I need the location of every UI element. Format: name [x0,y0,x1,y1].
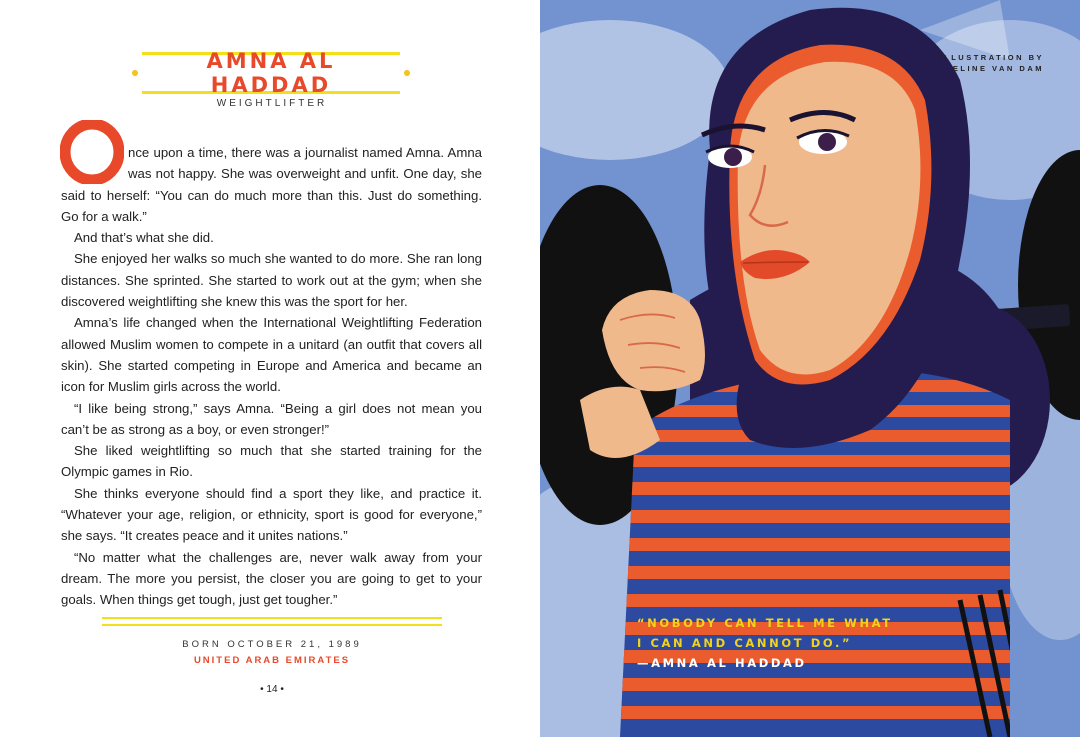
paragraph-6: She liked weightlifting so much that she started training for the Olympic games in Rio. [61,443,482,480]
right-page [540,0,1080,737]
page-number: • 14 • [260,684,284,695]
quote-line-2: I CAN AND CANNOT DO.” [637,636,853,650]
paragraph-4: Amna’s life changed when the International Weightlifting Federation allowed Muslim women to compete in a unitard (an outfit that covers all skin). She started competing in Europe and America and became an icon for Muslim girls across the world. [61,315,482,395]
credit-line-2: ELINE VAN DAM [952,64,1044,73]
illustration-credit [940,52,1044,74]
quote-author: —AMNA AL HADDAD [637,656,807,670]
paragraph-2: And that’s what she did. [74,230,214,246]
country: UNITED ARAB EMIRATES [193,655,351,666]
pull-quote [637,613,893,673]
paragraph-1: nce upon a time, there was a journalist named Amna. Amna was not happy. She was overweight and unfit. One day, she said to herself: “You can do much more than this. Just do something. Go for a walk.” [61,145,482,224]
title-dot-right [404,70,410,76]
paragraph-7: She thinks everyone should find a sport they like, and practice it. “Whatever your age, religion, or ethnicity, sport is good for everyone,” she says. “It creates peace and it unites nations.” [61,485,482,544]
dropcap-o [60,120,124,184]
paragraph-5: “I like being strong,” says Amna. “Being a girl does not mean you can’t be as strong as a boy, or even stronger!” [61,400,482,437]
credit-line-1: ILLUSTRATION BY [939,53,1044,62]
quote-line-1: “NOBODY CAN TELL ME WHAT [637,616,893,630]
paragraph-8: “No matter what the challenges are, never walk away from your dream. The more you persist, the closer you are going to get to your goals. When things get tough, just get tougher.” [61,549,482,608]
page-subtitle: WEIGHTLIFTER [216,98,328,109]
title-block [118,49,424,97]
title-dot-left [132,70,138,76]
paragraph-3: She enjoyed her walks so much she wanted to do more. She ran long distances. She sprinted. She started to work out at the gym; when she discovered weightlifting she knew this was the sport for her. [61,251,482,310]
footer-rule-top [102,617,442,619]
footer-rule-bottom [102,624,442,626]
birth-date: BORN OCTOBER 21, 1989 [182,639,362,650]
svg-text:O: O [92,156,93,157]
page-title: AMNA AL HADDAD [206,49,336,97]
story-body [61,142,482,611]
